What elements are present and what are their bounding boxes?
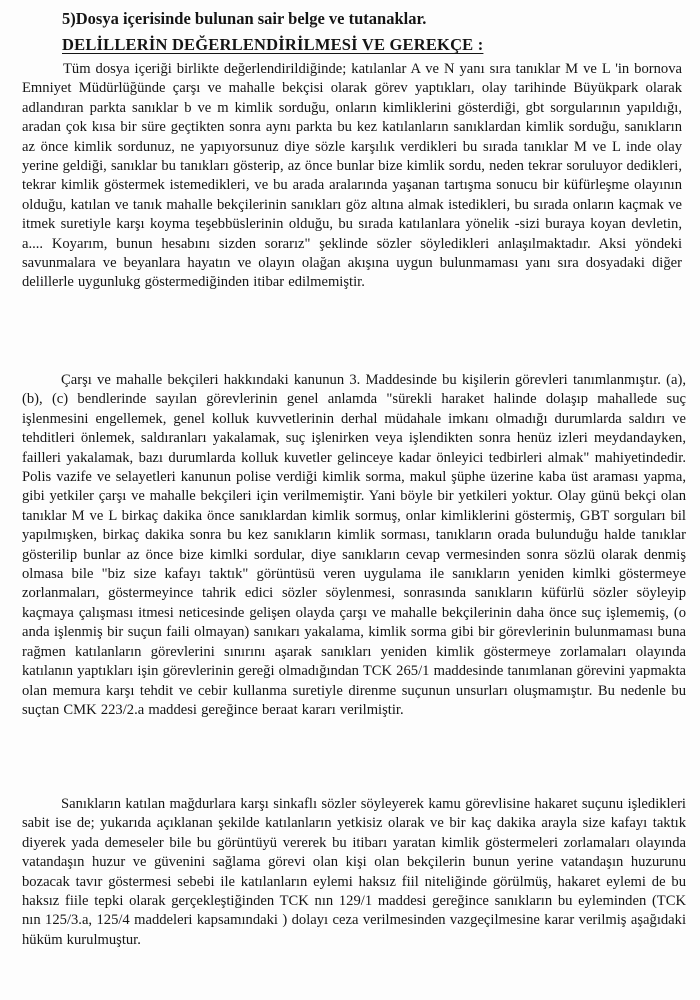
paragraph-insult-ruling: Sanıkların katılan mağdurlara karşı sinkaflı sözler söyleyerek kamu görevlisine hakaret suçunu işledikleri sabit ise de; yukarıda açıklanan şekilde katılanların yetkisiz olarak ve bir kaç dakika arayla size kafayı taktık diyerek yada demeseler bile bu görüntüyü vererek bu itibarı yaratan kimlik göstermeleri zorlamaları olayında vatandaşın huzur ve güvenini sağlama görevi olan kişi olan bekçilerin bunun yerine vatandaşın huzurunu bozacak tavır göstermesi sebebi ile katılanların eylemi haksız fiil niteliğinde görülmüş, hakaret eylemi de bu haksız fiile tepki olarak gerçekleştiğinden TCK nın 129/1 maddesi gereğince sanıkların bu eyleminden (TCK nın 125/3.a, 125/4 maddeleri kapsamındaki ) dolayı ceza verilmesinden vazgeçilmesine karar verilmiş aşağıdaki hüküm kurulmuştur. bbox=[22, 796, 686, 948]
paragraph-watchmen-law: Çarşı ve mahalle bekçileri hakkındaki kanunun 3. Maddesinde bu kişilerin görevleri tanımlanmıştır. (a), (b), (c) bendlerinde sayılan görevlerinin genel anlamda "sürekli haraket halinde dolaşıp mahallede suç işlenmesini engellemek, genel kolluk kuvvetlerinin derhal müdahale imkanı olmadığı durumlarda saldırı ve tehditleri önlemek, saldıranları yakalamak, suç işlenirken veya işlendikten sonra henüz izleri meydandayken, failleri yakalamak, bazı durumlarda kolluk kuvetler gelinceye kadar önleyici tedbirleri almak" mahiyetindedir. Polis vazife ve selayetleri kanunun polise verdiği kimlik sorma, makul şüphe üzerine kaba üst araması yapma, gibi yetkiler çarşı ve mahalle bekçileri için verilmemiştir. Yani böyle bir yetkileri yoktur. Olay günü bekçi olan tanıklar M ve L birkaç dakika önce sanıklardan kimlik sormuş, onlar kimliklerini göstermiş, GBT sorguları bil yapılmışken, birkaç dakika sonra bu kez sanıkların kimlik sorması, tanıkların orada bulunduğu halde tanıklar gösterilip bunlar az önce bize kimlki sordular, diye sanıkların cevap vermesinden sonra sözlü olarak denmiş olmasa bile "biz size kafayı taktık" görüntüsü veren uygulama ile sanıkların yeniden kimlki göstermeye zorlanmaları, göstermeyince tahrik edici sözler söylenmesi, sonrasında sanıkların küfürlü sözler söyleyip kaçmaya çalışması itmesi neticesinde gelişen olayda çarşı ve mahalle bekçilerinin daha önce suç işlememiş, (o anda işlenmiş bir suçun faili olmayan) sanıkarı yakalama, kimlik sorma gibi bir görevlerinin bulunmaması buna rağmen katılanların görevlerini sınırını aşarak sanıkları yeniden kimlik göstermeye zorlamaları olayında katılanın yaptıkları işin görevlerinin gereği olmadığından TCK 265/1 maddesinde tanımlanan görevini yapmakta olan memura karşı tehdit ve cebir kullanma suretiyle direnme suçunun unsurları oluşmamıştır. Bu nedenle bu suçtan CMK 223/2.a maddesi gereğince beraat kararı verilmiştir. bbox=[22, 372, 686, 718]
section-heading: 5)Dosya içerisinde bulunan sair belge ve tutanaklar. bbox=[62, 9, 427, 28]
paragraph-evaluation: Tüm dosya içeriği birlikte değerlendirildiğinde; katılanlar A ve N yanı sıra tanıklar M ve L 'in bornova Emniyet Müdürlüğünde çarşı ve mahalle bekçisi olarak görev yaptıkları, olay tarihinde Büyükpark olarak adlandıran parkta sanıklar b ve m kimlik sorduğu, onların kimliklerini gösterdiği, gbt sorgularının yapıldığı, aradan çok kısa bir süre geçtikten sonra aynı parkta bu kez katılanların sanıklardan kimlik sorduğu, sanıkların az önce kimlik sordunuz, ne yapıyorsunuz diye sözle karşılık verdikleri bu sırada tanıklar M ve L inde olay yerine geldiği, sanıklar bu tanıkları gösterip, az önce bunlar bize kimlik sordu, neden tekrar soruluyor dedikleri, tekrar kimlik göstermek istemedikleri, ve bu arada aralarında yaşanan tartışma sonucu bir küfürleşme olayının olduğu, katılan ve tanık mahalle bekçilerinin sanıkları göz altına almak istedikleri, bu sırada onların kaçmak ve itmek suretiyle karşı koyma teşebbüslerinin olduğu, bu sırada katılanlara yönelik -sizi buraya koyan devletin, a.... Koyarım, bunun hesabını sizden sorarız" şeklinde sözler söyledikleri anlaşılmaktadır. Aksi yöndeki savunmalara ve beyanlara hayatın ve olayın olağan akışına uygun bulunmaması yanı sıra dosyadaki diğer delillerle uygunlukg göstermediğinden itibar edilmemiştir. bbox=[22, 61, 682, 291]
section-subheading: DELİLLERİN DEĞERLENDİRİLMESİ VE GEREKÇE : bbox=[62, 35, 484, 54]
